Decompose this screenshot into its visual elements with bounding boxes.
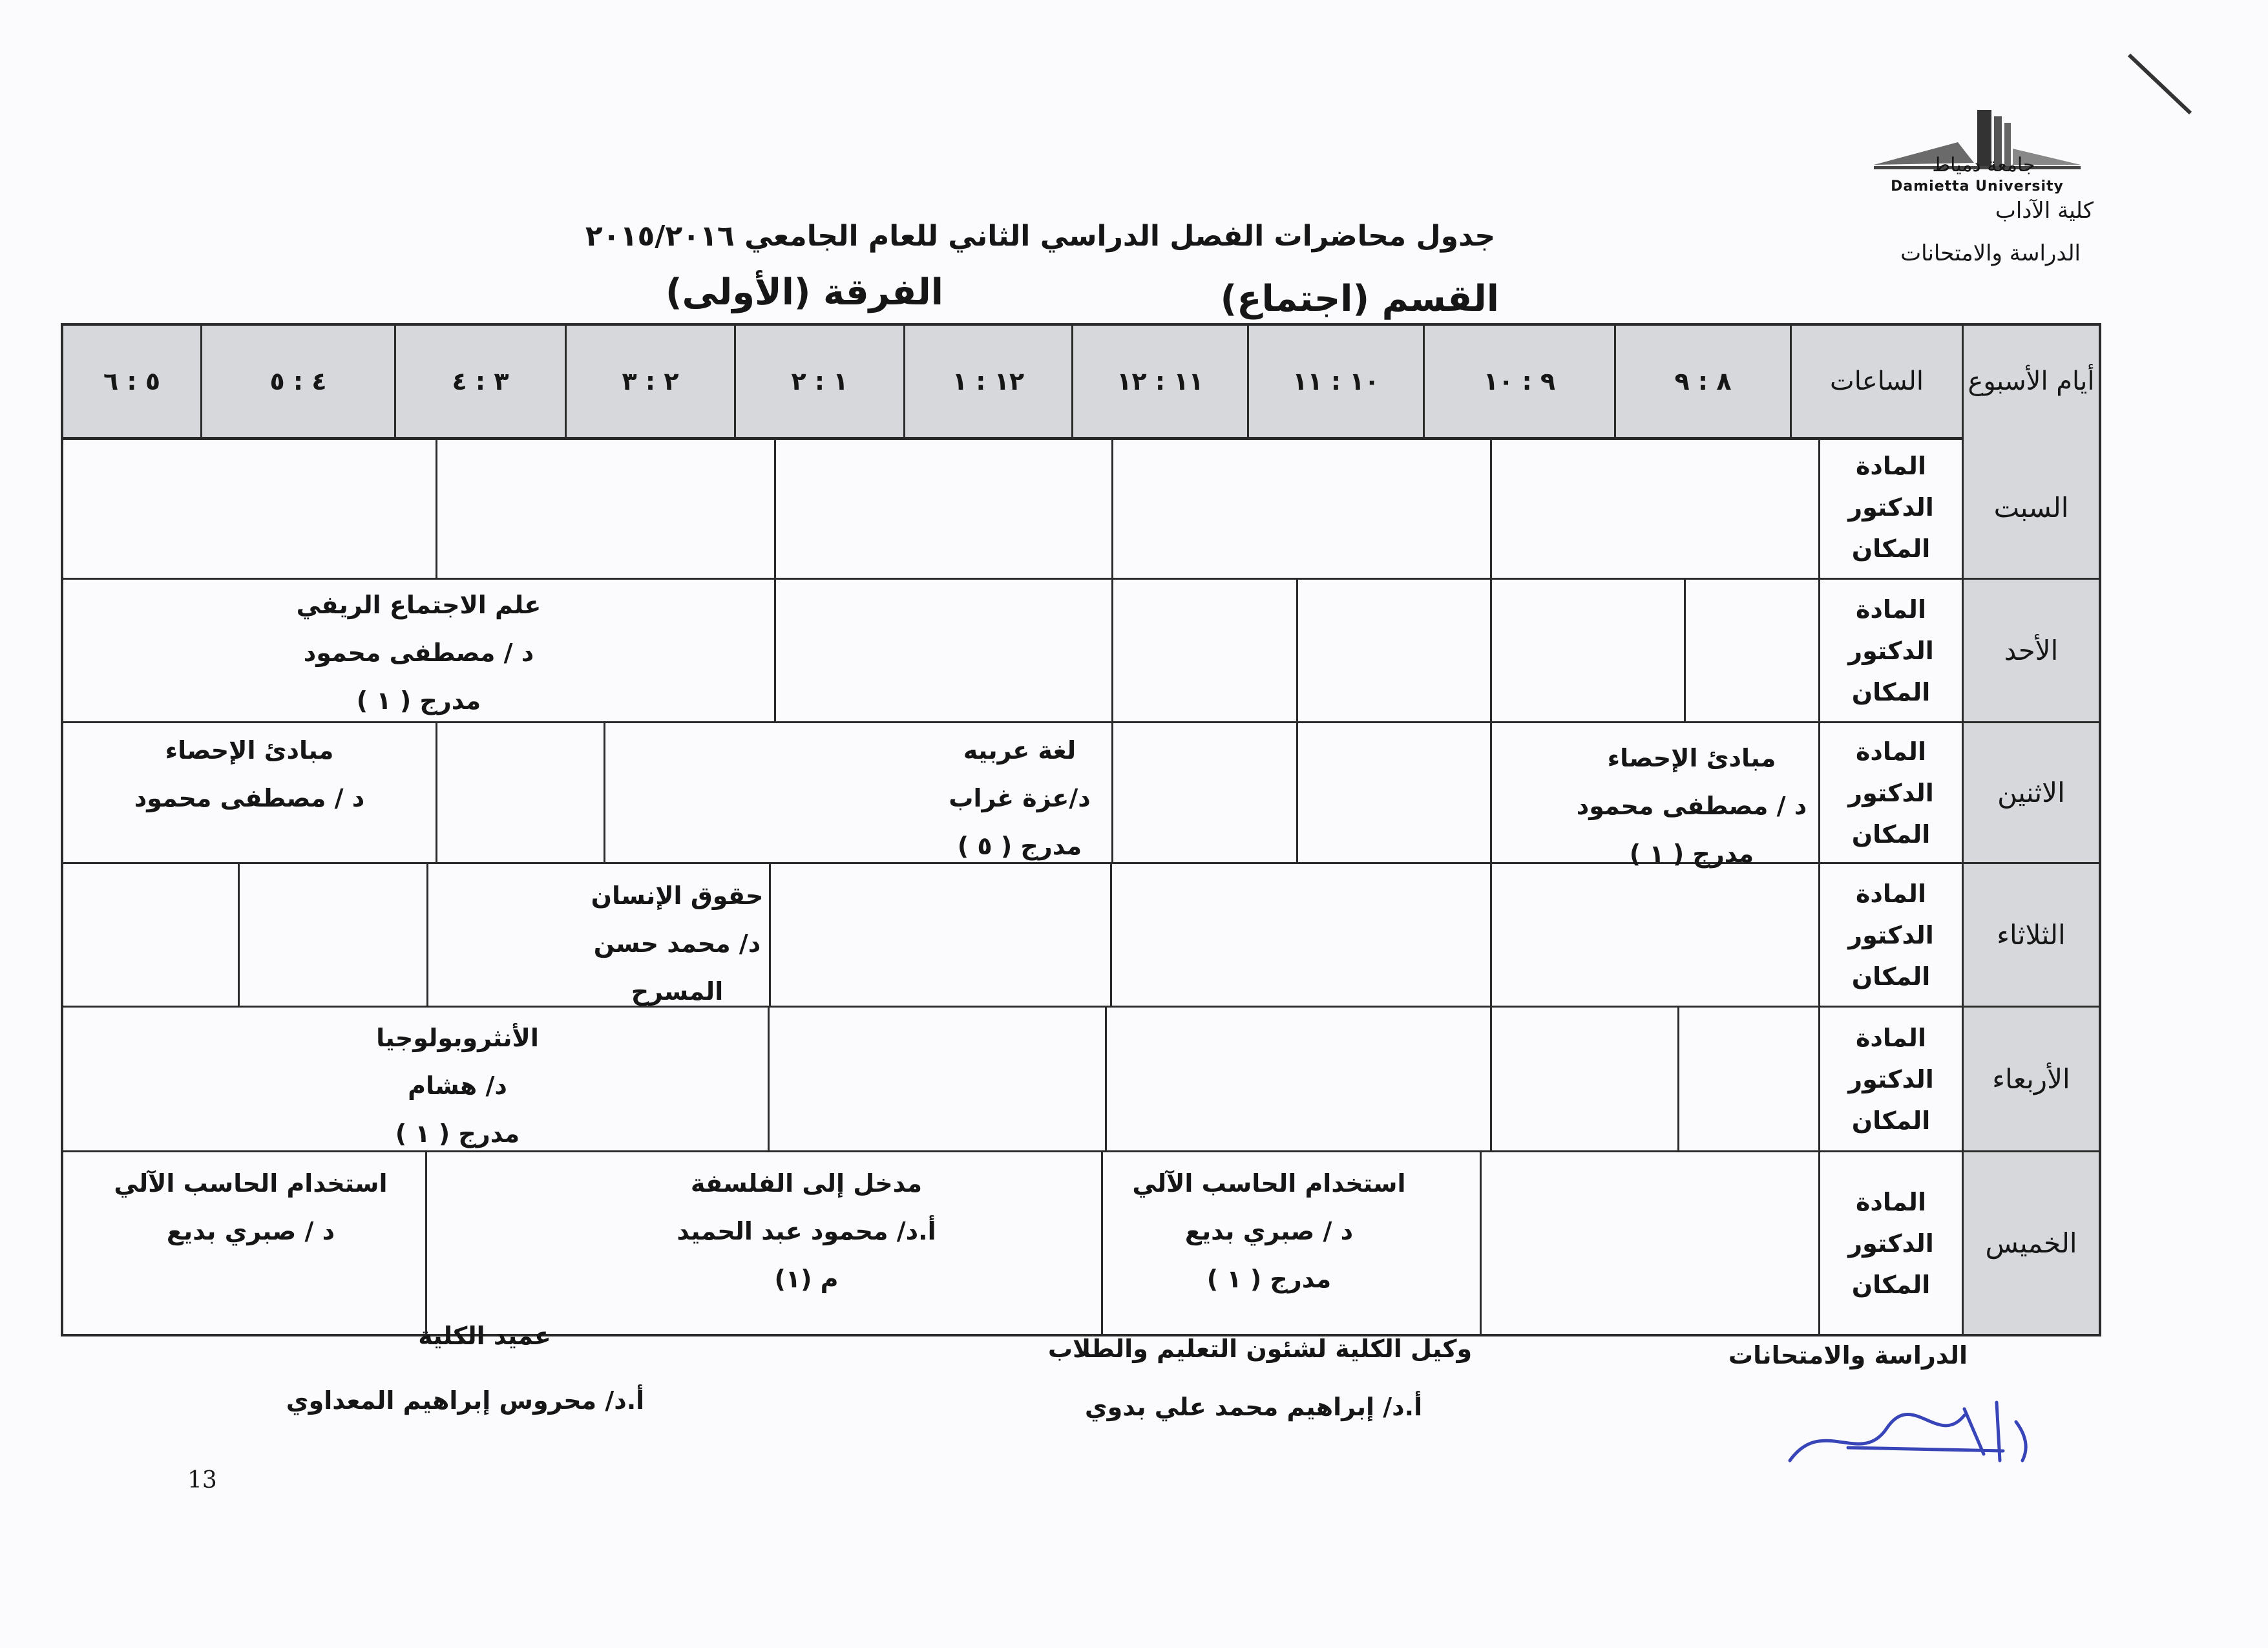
faculty-name: كلية الآداب [1995,198,2094,224]
course-rural-sociology: علم الاجتماع الريفي د / مصطفى محمود مدرج ( ١ ) [296,591,541,715]
vice-dean-title: وكيل الكلية لشئون التعليم والطلاب [1047,1335,1473,1363]
row-field-labels: المادة الدكتور المكان [1818,437,1962,578]
schedule-title: جدول محاضرات الفصل الدراسي الثاني للعام الجامعي ٢٠١٥/٢٠١٦ [585,220,1496,253]
header-slot: ١ : ٢ [734,326,903,437]
course-anthropology: الأنثروبولوجيا د/ هشام مدرج ( ١ ) [376,1024,539,1148]
scan-mark-icon [2126,52,2197,116]
row-field-labels: المادة الدكتور المكان [1818,723,1962,862]
header-slot: ١٠ : ١١ [1247,326,1423,437]
page-number: 13 [187,1467,217,1494]
course-computer-usage-evening: استخدام الحاسب الآلي د / صبري بديع [114,1169,388,1245]
header-slot: ٥ : ٦ [103,367,161,396]
day-saturday: السبت [1962,437,2099,578]
course-statistics-morning: مبادئ الإحصاء د / مصطفى محمود مدرج ( ١ ) [1576,744,1807,868]
dean-title: عميد الكلية [418,1322,551,1350]
header-slot: ٤ : ٥ [200,326,394,437]
course-human-rights: حقوق الإنسان د/ محمد حسن المسرح [591,882,764,1006]
university-name-english: Damietta University [1891,178,2064,195]
header-slot: ١١ : ١٢ [1071,326,1247,437]
row-field-labels: المادة الدكتور المكان [1818,1152,1962,1334]
header-slot: ٨ : ٩ [1614,326,1790,437]
day-thursday: الخميس [1962,1152,2099,1334]
header-slot: ٢ : ٣ [565,326,734,437]
header-slot: ٣ : ٤ [394,326,565,437]
department-label: القسم (اجتماع) [1220,278,1499,320]
row-field-labels: المادة الدكتور المكان [1818,864,1962,1006]
footer-office-label: الدراسة والامتحانات [1728,1341,1968,1369]
day-sunday: الأحد [1962,580,2099,721]
university-name-arabic: جامعة دمياط [1932,154,2035,176]
handwritten-signature [1770,1389,2042,1486]
course-statistics-evening: مبادئ الإحصاء د / مصطفى محمود [134,736,365,812]
year-level-label: الفرقة (الأولى) [665,271,943,313]
header-days: أيام الأسبوع [1962,326,2099,437]
schedule-table [61,323,2101,1336]
dean-name: أ.د/ محروس إبراهيم المعداوي [286,1386,645,1415]
day-wednesday: الأربعاء [1962,1008,2099,1150]
row-field-labels: المادة الدكتور المكان [1818,580,1962,721]
vice-dean-name: أ.د/ إبراهيم محمد علي بدوي [1084,1393,1423,1421]
office-name: الدراسة والامتحانات [1900,240,2081,266]
course-computer-usage-morning: استخدام الحاسب الآلي د / صبري بديع مدرج ( ١ ) [1132,1169,1406,1293]
table-header-row [63,326,2099,440]
header-hours: الساعات [1790,326,1962,437]
row-field-labels: المادة الدكتور المكان [1818,1008,1962,1150]
day-tuesday: الثلاثاء [1962,864,2099,1006]
header-slot: ٩ : ١٠ [1423,326,1614,437]
course-arabic-language: لغة عربيه د/عزة غراب مدرج ( ٥ ) [949,736,1091,860]
header-slot: ١٢ : ١ [903,326,1071,437]
course-intro-philosophy: مدخل إلى الفلسفة أ.د/ محمود عبد الحميد م (١) [677,1169,936,1293]
day-monday: الاثنين [1962,723,2099,862]
